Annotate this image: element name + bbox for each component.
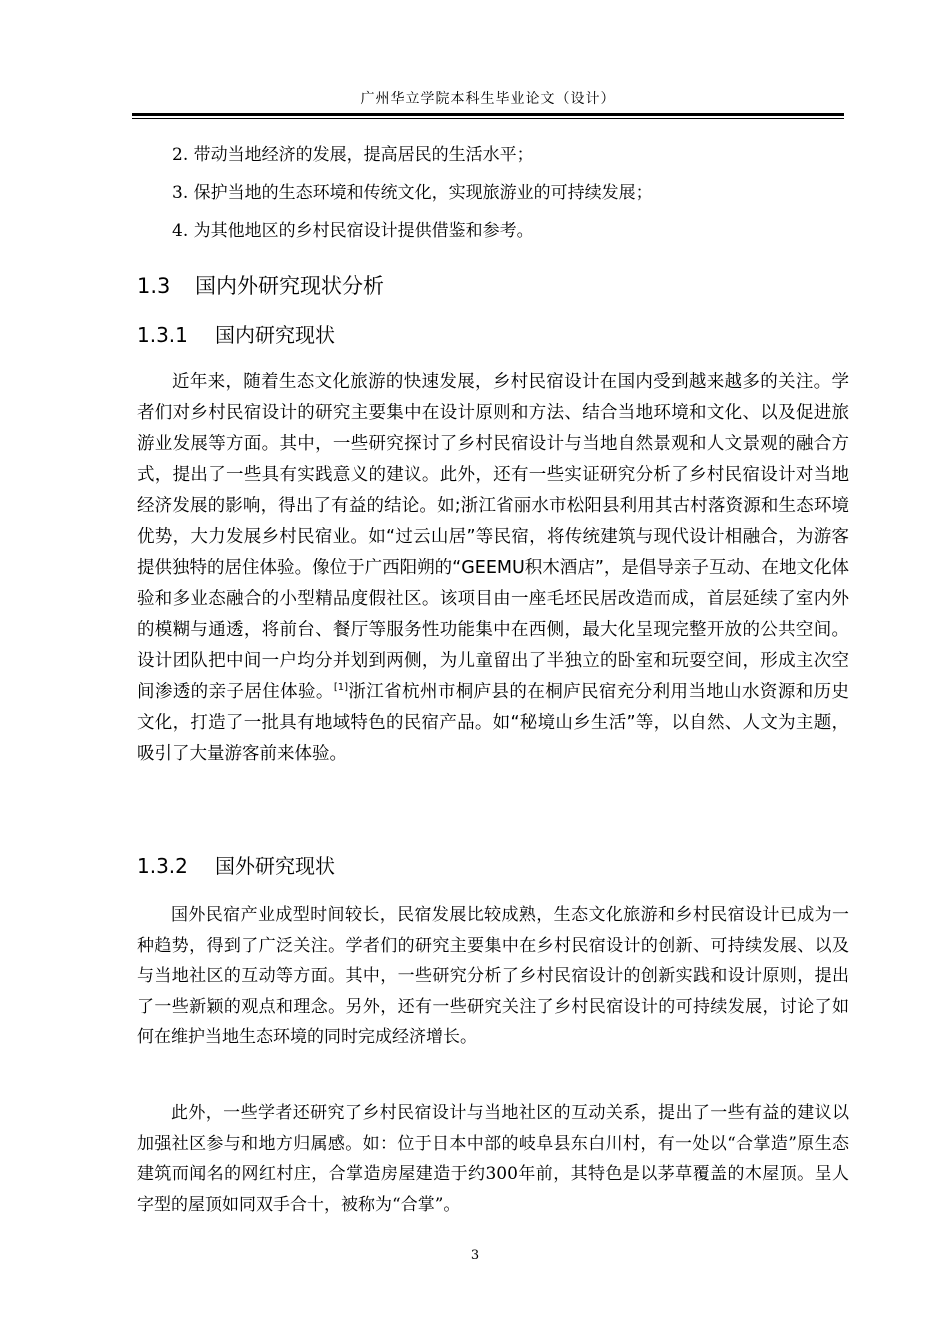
objective-item-3: 3. 保护当地的生态环境和传统文化，实现旅游业的可持续发展； xyxy=(172,183,653,203)
foreign-research-paragraph-1: 国外民宿产业成型时间较长，民宿发展比较成熟，生态文化旅游和乡村民宿设计已成为一种趋势，得到了广泛关注。学者们的研究主要集中在乡村民宿设计的创新、可持续发展、以及与当地社区的互动等方面。其中，一些研究分析了乡村民宿设计的创新实践和设计原则，提出了一些新颖的观点和理念。另外，还有一些研究关注了乡村民宿设计的可持续发展，讨论了如何在维护当地生态环境的同时完成经济增长。 xyxy=(137,905,849,1047)
section-heading-1-3-2 xyxy=(137,850,335,879)
section-title: 国内外研究现状分析 xyxy=(195,274,384,298)
objective-item-4: 4. 为其他地区的乡村民宿设计提供借鉴和参考。 xyxy=(172,221,534,241)
section-heading-1-3-1 xyxy=(137,319,335,348)
section-number: 1.3 xyxy=(137,274,171,298)
paragraph-text-cont: 浙江省杭州市桐庐县的在桐庐民宿充分利用当地山水资源和历史文化，打造了一批具有地域特色的民宿产品。如“秘境山乡生活”等，以自然、人文为主题，吸引了大量游客前来体验。 xyxy=(137,682,850,764)
section-title: 国外研究现状 xyxy=(215,854,335,878)
header-rule-thin xyxy=(132,118,844,119)
foreign-research-paragraph-2: 此外，一些学者还研究了乡村民宿设计与当地社区的互动关系，提出了一些有益的建议以加强社区参与和地方归属感。如：位于日本中部的岐阜县东白川村，有一处以“合掌造”原生态建筑而闻名的网红村庄，合掌造房屋建造于约300年前，其特色是以茅草覆盖的木屋顶。呈人字型的屋顶如同双手合十，被称为“合掌”。 xyxy=(137,1103,849,1215)
running-header: 广州华立学院本科生毕业论文（设计） xyxy=(360,91,616,107)
section-number: 1.3.1 xyxy=(137,323,188,347)
section-number: 1.3.2 xyxy=(137,854,188,878)
citation-ref: [1] xyxy=(333,682,348,693)
objective-item-2: 2. 带动当地经济的发展，提高居民的生活水平； xyxy=(172,145,534,165)
domestic-research-paragraph xyxy=(137,367,849,770)
section-heading-1-3 xyxy=(137,270,384,300)
header-rule-thick xyxy=(132,113,844,116)
paragraph-text: 近年来，随着生态文化旅游的快速发展，乡村民宿设计在国内受到越来越多的关注。学者们对乡村民宿设计的研究主要集中在设计原则和方法、结合当地环境和文化、以及促进旅游业发展等方面。其中，一些研究探讨了乡村民宿设计与当地自然景观和人文景观的融合方式，提出了一些具有实践意义的建议。此外，还有一些实证研究分析了乡村民宿设计对当地经济发展的影响，得出了有益的结论。如;浙江省丽水市松阳县利用其古村落资源和生态环境优势，大力发展乡村民宿业。如“过云山居”等民宿，将传统建筑与现代设计相融合，为游客提供独特的居住体验。像位于广西阳朔的“GEEMU积木酒店”，是倡导亲子互动、在地文化体验和多业态融合的小型精品度假社区。该项目由一座毛坯民居改造而成，首层延续了室内外的模糊与通透，将前台、餐厅等服务性功能集中在西侧，最大化呈现完整开放的公共空间。设计团队把中间一户均分并划到两侧，为儿童留出了半独立的卧室和玩耍空间，形成主次空间渗透的亲子居住体验。 xyxy=(137,372,849,702)
section-title: 国内研究现状 xyxy=(215,323,335,347)
page-number: 3 xyxy=(470,1248,480,1263)
